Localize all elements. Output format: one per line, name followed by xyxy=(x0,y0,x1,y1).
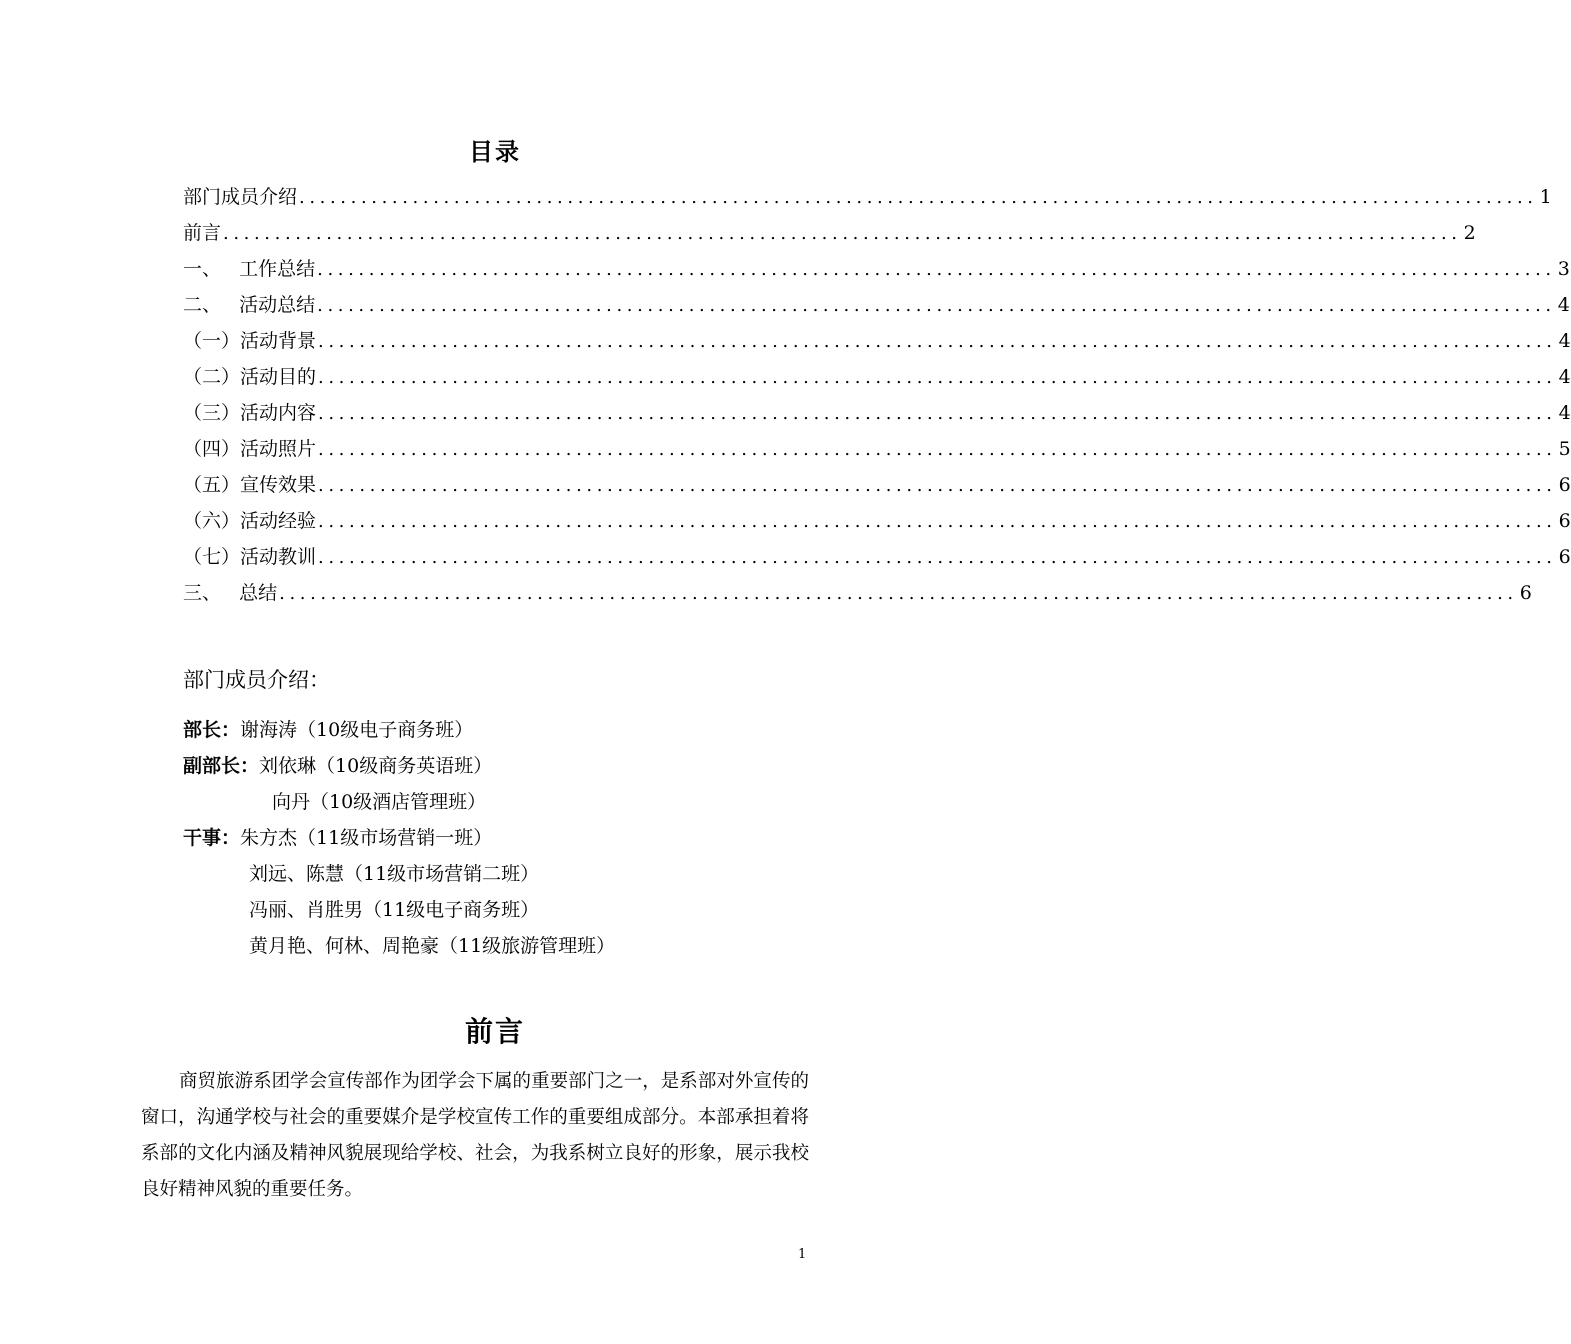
toc-entry-page: 4 xyxy=(1558,402,1571,424)
toc-entry-label: 活动内容 xyxy=(240,402,317,424)
toc-entry-page: 3 xyxy=(1557,258,1570,280)
toc-entry-number: 三、 xyxy=(183,582,240,604)
toc-entry-page: 4 xyxy=(1557,294,1570,316)
toc-entry-number: 一、 xyxy=(183,258,240,280)
toc-leader-dots: ........................................................................................................................ xyxy=(223,223,1462,244)
role-label-officer: 干事： xyxy=(183,827,241,849)
preface-paragraph: 商贸旅游系团学会宣传部作为团学会下属的重要部门之一，是系部对外宣传的窗口，沟通学校与社会的重要媒介是学校宣传工作的重要组成部分。本部承担着将系部的文化内涵及精神风貌展现给学校、社会，为我系树立良好的形象，展示我校良好精神风貌的重要任务。 xyxy=(141,1071,809,1200)
officer-name: 朱方杰（11级市场营销一班） xyxy=(240,827,493,849)
toc-entry-label: 活动经验 xyxy=(240,510,317,532)
members-list xyxy=(183,712,615,964)
toc-leader-dots: ........................................................................................................................ xyxy=(299,187,1538,208)
toc-entry-number: （四） xyxy=(183,438,241,460)
toc-leader-dots: ........................................................................................................................ xyxy=(318,331,1557,352)
toc-entry[interactable] xyxy=(183,326,1571,362)
toc-entry-number: （六） xyxy=(183,510,241,532)
toc-entry-label: 前言 xyxy=(183,222,222,244)
deputy-name: 向丹（10级酒店管理班） xyxy=(272,791,487,813)
toc-entry-number: （七） xyxy=(183,546,241,568)
members-heading: 部门成员介绍： xyxy=(183,668,330,692)
toc-entry[interactable] xyxy=(183,578,1532,614)
role-label-minister: 部长： xyxy=(183,719,241,741)
toc-entry[interactable] xyxy=(183,506,1571,542)
toc-entry-page: 4 xyxy=(1558,330,1571,352)
member-row-minister xyxy=(183,712,615,748)
toc-entry-label: 宣传效果 xyxy=(240,474,317,496)
toc-entry-page: 6 xyxy=(1558,546,1571,568)
toc-entry[interactable] xyxy=(183,290,1570,326)
toc-leader-dots: ........................................................................................................................ xyxy=(318,511,1557,532)
minister-name: 谢海涛（10级电子商务班） xyxy=(240,719,474,741)
toc-leader-dots: ........................................................................................................................ xyxy=(318,367,1557,388)
toc-leader-dots: ........................................................................................................................ xyxy=(318,403,1557,424)
preface-title: 前言 xyxy=(464,1015,525,1048)
member-row-deputy xyxy=(183,784,615,820)
toc-entry-number: 二、 xyxy=(183,294,240,316)
toc-entry-number: （二） xyxy=(183,366,241,388)
toc-entry-page: 1 xyxy=(1539,186,1552,208)
toc-entry[interactable] xyxy=(183,470,1571,506)
member-row-officer xyxy=(183,892,615,928)
table-of-contents xyxy=(183,182,1571,614)
toc-entry-label: 活动教训 xyxy=(240,546,317,568)
member-row-officer xyxy=(183,820,615,856)
toc-entry[interactable] xyxy=(183,398,1571,434)
toc-entry-page: 5 xyxy=(1558,438,1571,460)
officer-name: 冯丽、肖胜男（11级电子商务班） xyxy=(249,899,540,921)
toc-entry[interactable] xyxy=(183,362,1571,398)
role-label-deputy: 副部长： xyxy=(183,755,260,777)
toc-leader-dots: ........................................................................................................................ xyxy=(317,259,1556,280)
toc-entry-page: 6 xyxy=(1558,510,1571,532)
toc-entry-label: 活动背景 xyxy=(240,330,317,352)
toc-leader-dots: ........................................................................................................................ xyxy=(317,295,1556,316)
toc-leader-dots: ........................................................................................................................ xyxy=(318,475,1557,496)
toc-entry-number: （五） xyxy=(183,474,241,496)
member-row-officer xyxy=(183,928,615,964)
toc-entry-label: 工作总结 xyxy=(239,258,316,280)
toc-leader-dots: ........................................................................................................................ xyxy=(318,547,1557,568)
toc-entry-page: 2 xyxy=(1463,222,1476,244)
member-row-deputy xyxy=(183,748,615,784)
toc-entry-page: 6 xyxy=(1558,474,1571,496)
toc-entry-page: 4 xyxy=(1558,366,1571,388)
toc-entry-number: （一） xyxy=(183,330,241,352)
toc-leader-dots: ........................................................................................................................ xyxy=(318,439,1557,460)
toc-entry-page: 6 xyxy=(1519,582,1532,604)
toc-entry[interactable] xyxy=(183,434,1571,470)
member-row-officer xyxy=(183,856,615,892)
toc-entry-label: 活动总结 xyxy=(239,294,316,316)
toc-leader-dots: ........................................................................................................................ xyxy=(279,583,1518,604)
toc-entry[interactable] xyxy=(183,254,1570,290)
toc-entry-label: 部门成员介绍 xyxy=(183,186,298,208)
toc-entry-label: 活动照片 xyxy=(240,438,317,460)
officer-name: 黄月艳、何林、周艳豪（11级旅游管理班） xyxy=(249,935,616,957)
deputy-name: 刘依琳（10级商务英语班） xyxy=(259,755,493,777)
toc-title: 目录 xyxy=(469,137,521,166)
officer-name: 刘远、陈慧（11级市场营销二班） xyxy=(249,863,540,885)
toc-entry-label: 总结 xyxy=(239,582,278,604)
toc-entry[interactable] xyxy=(183,542,1571,578)
toc-entry-number: （三） xyxy=(183,402,241,424)
toc-entry[interactable] xyxy=(183,182,1552,218)
toc-entry[interactable] xyxy=(183,218,1476,254)
toc-entry-label: 活动目的 xyxy=(240,366,317,388)
page-number: 1 xyxy=(798,1247,807,1262)
